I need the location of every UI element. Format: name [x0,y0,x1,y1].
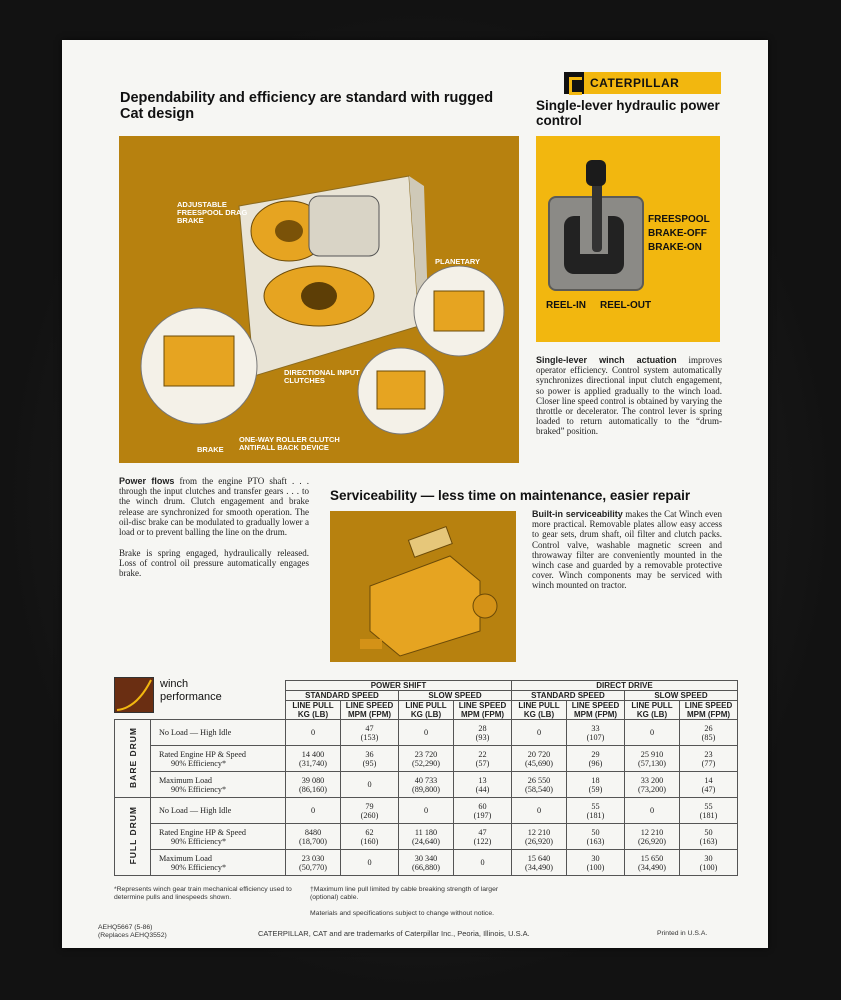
col-header-speed: LINE SPEED MPM (FPM) [680,701,738,720]
table-cell: 22 (57) [454,746,512,772]
speed-header: STANDARD SPEED [286,691,399,701]
table-cell: 12 210 (26,920) [512,824,567,850]
table-cell: 0 [286,720,341,746]
printed-in: Printed in U.S.A. [657,930,708,937]
table-cell: 33 200 (73,200) [625,772,680,798]
label-planetary: PLANETARY [435,257,480,266]
brake-text: Brake is spring engaged, hydraulically released. Loss of control oil pressure automatically engages brake. [119,548,309,579]
label-brake: BRAKE [197,445,224,454]
col-header-pull: LINE PULL KG (LB) [512,701,567,720]
table-cell: 50 (163) [567,824,625,850]
label-directional-clutches: DIRECTIONAL INPUT CLUTCHES [284,368,360,385]
label-reel-in: REEL-IN [546,300,586,311]
footnote-specs: Materials and specifications subject to change without notice. [310,910,494,917]
table-cell: 79 (260) [341,798,399,824]
label-reel-out: REEL-OUT [600,300,652,311]
group-header: POWER SHIFT [286,681,512,691]
table-cell: 26 (85) [680,720,738,746]
lever-knob [586,160,606,186]
col-header-speed: LINE SPEED MPM (FPM) [567,701,625,720]
service-title: Serviceability — less time on maintenance, easier repair [330,488,691,503]
row-label: No Load — High Idle [151,798,286,824]
table-cell: 55 (181) [567,798,625,824]
label-roller-clutch: ONE-WAY ROLLER CLUTCH ANTIFALL BACK DEVICE [239,435,340,452]
group-header: DIRECT DRIVE [512,681,738,691]
table-cell: 18 (59) [567,772,625,798]
table-cell: 0 [341,850,399,876]
row-label: Rated Engine HP & Speed 90% Efficiency* [151,746,286,772]
table-cell: 15 650 (34,490) [625,850,680,876]
row-label: Maximum Load 90% Efficiency* [151,772,286,798]
table-cell: 40 733 (89,800) [399,772,454,798]
lever-title: Single-lever hydraulic power control [536,98,720,128]
table-row [115,850,738,876]
label-freespool-brake: ADJUSTABLE FREESPOOL DRAG BRAKE [177,200,248,225]
table-cell: 30 340 (66,880) [399,850,454,876]
table-cell: 30 (100) [680,850,738,876]
table-cell: 33 (107) [567,720,625,746]
table-cell: 0 [399,720,454,746]
speed-header: SLOW SPEED [625,691,738,701]
winch-service-illustration [330,511,516,662]
table-row [115,720,738,746]
table-label: winch performance [160,678,222,703]
table-cell: 12 210 (26,920) [625,824,680,850]
trademark-notice: CATERPILLAR, CAT and are trademarks of Caterpillar Inc., Peoria, Illinois, U.S.A. [258,929,530,938]
speed-header: SLOW SPEED [399,691,512,701]
table-row [115,746,738,772]
table-cell: 0 [286,798,341,824]
table-cell: 55 (181) [680,798,738,824]
section-label: BARE DRUM [127,727,138,788]
winch-cutaway-illustration [119,136,519,463]
caterpillar-logo [564,72,721,94]
brand-name: CATERPILLAR [590,76,680,90]
brochure-page [62,40,768,948]
table-cell: 26 550 (58,540) [512,772,567,798]
winch-performance-table [114,680,738,876]
table-cell: 0 [399,798,454,824]
table-cell: 0 [341,772,399,798]
table-cell: 39 080 (86,160) [286,772,341,798]
row-label: No Load — High Idle [151,720,286,746]
table-row [115,798,738,824]
table-cell: 23 720 (52,290) [399,746,454,772]
footnote-cable: †Maximum line pull limited by cable breaking strength of larger (optional) cable. [310,886,499,901]
label-brake-on: BRAKE-ON [648,242,702,253]
table-cell: 28 (93) [454,720,512,746]
table-cell: 8480 (18,700) [286,824,341,850]
table-cell: 29 (96) [567,746,625,772]
col-header-speed: LINE SPEED MPM (FPM) [454,701,512,720]
table-cell: 25 910 (57,130) [625,746,680,772]
col-header-speed: LINE SPEED MPM (FPM) [341,701,399,720]
table-cell: 60 (197) [454,798,512,824]
col-header-pull: LINE PULL KG (LB) [399,701,454,720]
table-row [115,824,738,850]
table-cell: 47 (153) [341,720,399,746]
table-cell: 0 [512,720,567,746]
table-cell: 36 (95) [341,746,399,772]
table-cell: 62 (160) [341,824,399,850]
page-title: Dependability and efficiency are standard with rugged Cat design [120,90,494,122]
table-cell: 0 [454,850,512,876]
table-cell: 14 400 (31,740) [286,746,341,772]
cat-c-icon [564,72,584,94]
footnote-efficiency: *Represents winch gear train mechanical efficiency used to determine pulls and linespeeds shown. [114,886,292,901]
speed-header: STANDARD SPEED [512,691,625,701]
replaces-code: (Replaces AEHQ3552) [98,932,167,939]
section-label: FULL DRUM [127,806,138,865]
col-header-pull: LINE PULL KG (LB) [286,701,341,720]
lever-diagram [536,136,720,342]
cutaway-drawing [119,136,519,463]
power-flow-text: Power flows from the engine PTO shaft . . . through the input clutches and transfer gears . . . to the winch drum. Clutch engagement and brake release are synchronized for smooth operation. The oil-disc brake can be modulated to gradually lower a load or to prevent balling the line on the drum. [119,476,309,538]
service-description: Built-in serviceability makes the Cat Winch even more practical. Removable plates allow easy access to gear sets, drum shaft, oil filter and clutch packs. Control valve, washable magnetic screen and throwaway filter are conveniently mounted in the winch case and guarded by a removable protective cover. Winch components may be serviced with winch mounted on tractor. [532,509,722,591]
col-header-pull: LINE PULL KG (LB) [625,701,680,720]
lever-description: Single-lever winch actuation improves operator efficiency. Control system automatically synchronizes directional input clutch engagement, so power is applied gradually to the winch load. Closer line speed control is obtained by varying the throttle or decelerator. The control lever is spring loaded to return automatically to the “drum-braked” position. [536,355,723,437]
table-cell: 13 (44) [454,772,512,798]
label-freespool: FREESPOOL [648,214,710,225]
table-cell: 0 [512,798,567,824]
table-cell: 30 (100) [567,850,625,876]
table-cell: 15 640 (34,490) [512,850,567,876]
table-row [115,772,738,798]
table-cell: 0 [625,798,680,824]
table-cell: 47 (122) [454,824,512,850]
table-cell: 14 (47) [680,772,738,798]
document-code: AEHQ5667 (5-86) [98,924,153,931]
table-cell: 50 (163) [680,824,738,850]
table-cell: 11 180 (24,640) [399,824,454,850]
table-cell: 20 720 (45,690) [512,746,567,772]
row-label: Rated Engine HP & Speed 90% Efficiency* [151,824,286,850]
label-brake-off: BRAKE-OFF [648,228,707,239]
row-label: Maximum Load 90% Efficiency* [151,850,286,876]
table-cell: 23 (77) [680,746,738,772]
table-cell: 0 [625,720,680,746]
table-cell: 23 030 (50,770) [286,850,341,876]
